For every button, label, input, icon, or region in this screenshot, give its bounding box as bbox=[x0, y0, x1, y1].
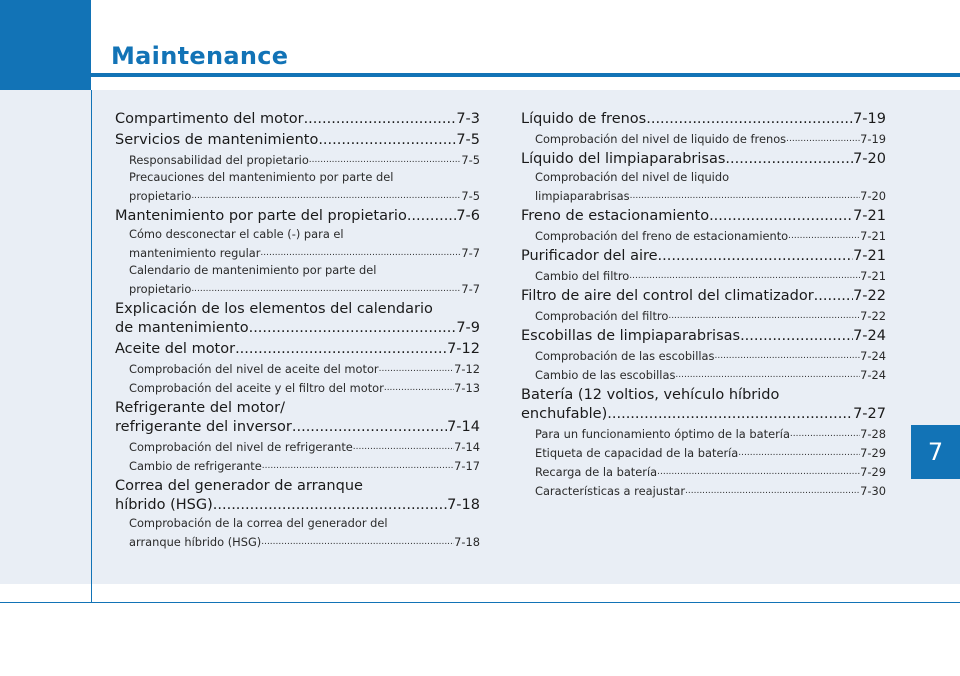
dot-leader bbox=[657, 462, 860, 481]
toc-page-number: 7-22 bbox=[853, 288, 886, 304]
dot-leader bbox=[607, 405, 853, 424]
toc-page-number: 7-3 bbox=[456, 111, 480, 127]
dot-leader bbox=[292, 418, 447, 437]
toc-subsection-entry[interactable] bbox=[521, 443, 886, 462]
toc-page-number: 7-19 bbox=[860, 132, 886, 146]
toc-section-entry[interactable] bbox=[115, 300, 480, 338]
toc-subsection-entry[interactable] bbox=[115, 456, 480, 475]
dot-leader bbox=[685, 481, 860, 500]
toc-page-number: 7-13 bbox=[454, 381, 480, 395]
dot-leader bbox=[318, 131, 456, 150]
toc-page-number: 7-21 bbox=[860, 269, 886, 283]
toc-subsection-entry[interactable] bbox=[115, 169, 480, 205]
toc-entry-title: Servicios de mantenimiento bbox=[115, 132, 319, 148]
toc-subsection-entry[interactable] bbox=[521, 462, 886, 481]
toc-subsection-entry[interactable] bbox=[115, 150, 480, 169]
toc-entry-title: Comprobación de las escobillas bbox=[535, 349, 715, 363]
toc-entry-title-line: Explicación de los elementos del calendario bbox=[115, 301, 433, 317]
toc-entry-title: Escobillas de limpiaparabrisas bbox=[521, 328, 741, 344]
toc-entry-title: Aceite del motor bbox=[115, 341, 236, 357]
toc-section-entry[interactable] bbox=[521, 247, 886, 266]
toc-entry-title: Cambio de las escobillas bbox=[535, 368, 676, 382]
dot-leader bbox=[725, 150, 853, 169]
toc-page-number: 7-9 bbox=[456, 320, 480, 336]
toc-page-number: 7-27 bbox=[853, 406, 886, 422]
title-underline bbox=[91, 73, 960, 77]
toc-page-number: 7-29 bbox=[860, 446, 886, 460]
toc-entry-title: Comprobación del aceite y el filtro del motor bbox=[129, 381, 384, 395]
toc-entry-title: Comprobación del nivel de liquido de frenos bbox=[535, 132, 787, 146]
dot-leader bbox=[786, 129, 860, 148]
toc-entry-title: limpiaparabrisas bbox=[535, 189, 630, 203]
toc-entry-title-line: Comprobación del nivel de liquido bbox=[535, 170, 730, 184]
toc-section-entry[interactable] bbox=[521, 327, 886, 346]
toc-entry-title-line: Refrigerante del motor/ bbox=[115, 400, 285, 416]
toc-entry-title: Compartimento del motor bbox=[115, 111, 304, 127]
dot-leader bbox=[213, 496, 447, 515]
toc-entry-title: Para un funcionamiento óptimo de la batería bbox=[535, 427, 790, 441]
dot-leader bbox=[646, 110, 853, 129]
toc-section-entry[interactable] bbox=[115, 131, 480, 150]
toc-entry-title: Purificador del aire bbox=[521, 248, 658, 264]
chapter-tab[interactable]: 7 bbox=[911, 425, 960, 479]
toc-entry-title: mantenimiento regular bbox=[129, 246, 261, 260]
toc-subsection-entry[interactable] bbox=[115, 262, 480, 298]
toc-section-entry[interactable] bbox=[115, 477, 480, 515]
toc-entry-title: Cambio de refrigerante bbox=[129, 459, 262, 473]
dot-leader bbox=[235, 340, 447, 359]
toc-section-entry[interactable] bbox=[521, 207, 886, 226]
corner-block bbox=[0, 0, 91, 90]
toc-entry-title: Comprobación del freno de estacionamiento bbox=[535, 229, 789, 243]
toc-entry-title-line: Precauciones del mantenimiento por parte del bbox=[129, 170, 394, 184]
toc-entry-title: propietario bbox=[129, 189, 192, 203]
toc-page-number: 7-24 bbox=[853, 328, 886, 344]
toc-entry-title: Líquido de frenos bbox=[521, 111, 647, 127]
dot-leader bbox=[379, 359, 455, 378]
toc-entry-title-line: Correa del generador de arranque bbox=[115, 478, 363, 494]
toc-page-number: 7-30 bbox=[860, 484, 886, 498]
toc-page-number: 7-20 bbox=[860, 189, 886, 203]
margin-line bbox=[91, 90, 92, 602]
toc-subsection-entry[interactable] bbox=[115, 226, 480, 262]
dot-leader bbox=[304, 110, 457, 129]
dot-leader bbox=[788, 226, 860, 245]
dot-leader bbox=[262, 456, 454, 475]
toc-page-number: 7-5 bbox=[456, 132, 480, 148]
toc-page-number: 7-7 bbox=[461, 282, 480, 296]
toc-entry-title: Freno de estacionamiento bbox=[521, 208, 710, 224]
toc-left-column bbox=[115, 108, 480, 551]
toc-subsection-entry[interactable] bbox=[521, 481, 886, 500]
toc-entry-title-line: Comprobación de la correa del generador del bbox=[129, 516, 388, 530]
toc-entry-title: enchufable) bbox=[521, 406, 608, 422]
toc-entry-title: Mantenimiento por parte del propietario bbox=[115, 208, 407, 224]
toc-entry-title: propietario bbox=[129, 282, 192, 296]
toc-entry-title: Etiqueta de capacidad de la batería bbox=[535, 446, 739, 460]
toc-entry-title: Recarga de la batería bbox=[535, 465, 658, 479]
toc-page-number: 7-21 bbox=[853, 208, 886, 224]
toc-entry-title: Comprobación del nivel de aceite del motor bbox=[129, 362, 379, 376]
dot-leader bbox=[675, 365, 860, 384]
toc-section-entry[interactable] bbox=[115, 399, 480, 437]
toc-section-entry[interactable] bbox=[521, 110, 886, 129]
toc-section-entry[interactable] bbox=[115, 110, 480, 129]
toc-page-number: 7-18 bbox=[447, 497, 480, 513]
toc-entry-title: arranque híbrido (HSG) bbox=[129, 535, 262, 549]
dot-leader bbox=[668, 306, 860, 325]
dot-leader bbox=[630, 186, 861, 205]
dot-leader bbox=[658, 247, 854, 266]
page-title: Maintenance bbox=[111, 42, 289, 70]
toc-page-number: 7-12 bbox=[447, 341, 480, 357]
dot-leader bbox=[191, 279, 461, 298]
toc-entry-title: Características a reajustar bbox=[535, 484, 686, 498]
dot-leader bbox=[709, 207, 853, 226]
toc-subsection-entry[interactable] bbox=[521, 424, 886, 443]
toc-entry-title: Filtro de aire del control del climatizador bbox=[521, 288, 814, 304]
toc-page-number: 7-14 bbox=[454, 440, 480, 454]
toc-entry-title-line: Cómo desconectar el cable (-) para el bbox=[129, 227, 344, 241]
toc-page-number: 7-7 bbox=[461, 246, 480, 260]
dot-leader bbox=[738, 443, 860, 462]
dot-leader bbox=[261, 532, 454, 551]
toc-page-number: 7-20 bbox=[853, 151, 886, 167]
toc-section-entry[interactable] bbox=[521, 287, 886, 306]
toc-entry-title: de mantenimiento bbox=[115, 320, 249, 336]
toc-subsection-entry[interactable] bbox=[115, 359, 480, 378]
toc-page-number: 7-12 bbox=[454, 362, 480, 376]
toc-page-number: 7-5 bbox=[461, 189, 480, 203]
dot-leader bbox=[260, 243, 461, 262]
toc-entry-title: Cambio del filtro bbox=[535, 269, 630, 283]
toc-section-entry[interactable] bbox=[521, 150, 886, 169]
toc-page-number: 7-19 bbox=[853, 111, 886, 127]
toc-subsection-entry[interactable] bbox=[115, 437, 480, 456]
dot-leader bbox=[249, 319, 457, 338]
bottom-rule bbox=[0, 602, 960, 603]
toc-entry-title: refrigerante del inversor bbox=[115, 419, 292, 435]
toc-subsection-entry[interactable] bbox=[521, 306, 886, 325]
dot-leader bbox=[309, 150, 462, 169]
toc-subsection-entry[interactable] bbox=[521, 129, 886, 148]
toc-page-number: 7-17 bbox=[454, 459, 480, 473]
toc-entry-title: Responsabilidad del propietario bbox=[129, 153, 309, 167]
toc-entry-title: Comprobación del filtro bbox=[535, 309, 669, 323]
toc-subsection-entry[interactable] bbox=[521, 346, 886, 365]
dot-leader bbox=[790, 424, 860, 443]
toc-page-number: 7-28 bbox=[860, 427, 886, 441]
dot-leader bbox=[407, 207, 456, 226]
toc-page-number: 7-21 bbox=[860, 229, 886, 243]
toc-entry-title-line: Calendario de mantenimiento por parte del bbox=[129, 263, 377, 277]
toc-subsection-entry[interactable] bbox=[521, 169, 886, 205]
toc-section-entry[interactable] bbox=[115, 207, 480, 226]
toc-right-column bbox=[521, 108, 886, 500]
toc-section-entry[interactable] bbox=[115, 340, 480, 359]
dot-leader bbox=[714, 346, 860, 365]
toc-page-number: 7-18 bbox=[454, 535, 480, 549]
toc-entry-title: híbrido (HSG) bbox=[115, 497, 213, 513]
toc-page-number: 7-24 bbox=[860, 349, 886, 363]
toc-subsection-entry[interactable] bbox=[521, 226, 886, 245]
toc-subsection-entry[interactable] bbox=[521, 365, 886, 384]
toc-subsection-entry[interactable] bbox=[115, 515, 480, 551]
dot-leader bbox=[814, 287, 853, 306]
toc-page-number: 7-22 bbox=[860, 309, 886, 323]
toc-subsection-entry[interactable] bbox=[115, 378, 480, 397]
dot-leader bbox=[191, 186, 461, 205]
toc-page-number: 7-5 bbox=[461, 153, 480, 167]
dot-leader bbox=[384, 378, 454, 397]
toc-entry-title: Comprobación del nivel de refrigerante bbox=[129, 440, 353, 454]
toc-page-number: 7-29 bbox=[860, 465, 886, 479]
toc-subsection-entry[interactable] bbox=[521, 266, 886, 285]
toc-entry-title: Líquido del limpiaparabrisas bbox=[521, 151, 726, 167]
toc-page-number: 7-24 bbox=[860, 368, 886, 382]
toc-page-number: 7-21 bbox=[853, 248, 886, 264]
toc-entry-title-line: Batería (12 voltios, vehículo híbrido bbox=[521, 387, 780, 403]
dot-leader bbox=[353, 437, 454, 456]
toc-page-number: 7-14 bbox=[447, 419, 480, 435]
dot-leader bbox=[740, 327, 853, 346]
toc-section-entry[interactable] bbox=[521, 386, 886, 424]
dot-leader bbox=[629, 266, 860, 285]
toc-page-number: 7-6 bbox=[456, 208, 480, 224]
